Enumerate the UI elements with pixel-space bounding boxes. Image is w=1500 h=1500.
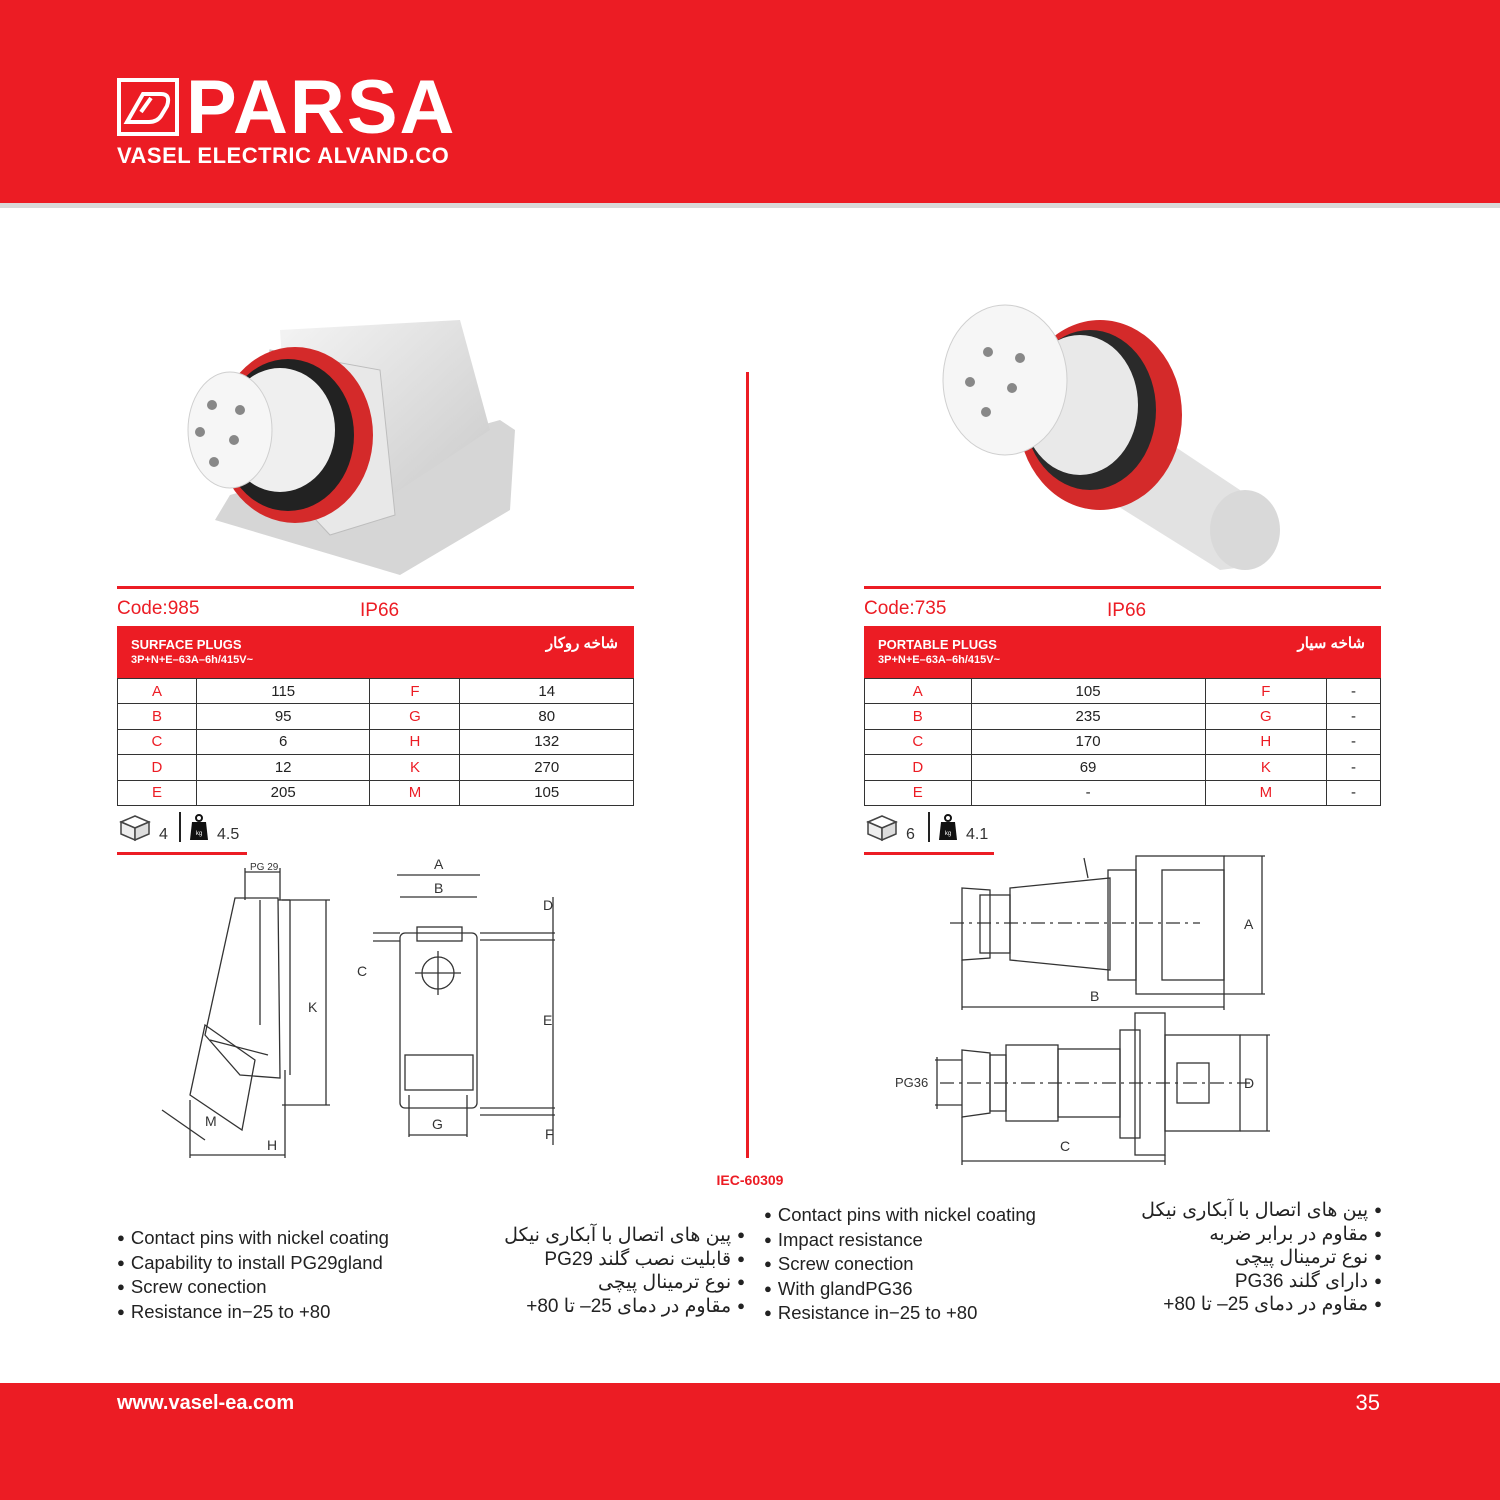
label-e: E	[543, 1012, 553, 1028]
list-item: ● Impact resistance	[764, 1229, 1036, 1254]
dim-value: 115	[196, 679, 370, 704]
svg-text:kg: kg	[944, 831, 952, 837]
website-link[interactable]: www.vasel-ea.com	[117, 1392, 295, 1414]
right-weight: 4.1	[966, 826, 989, 843]
right-rating: 3P+N+E–63A–6h/415V~	[878, 654, 1001, 666]
label-k: K	[308, 999, 318, 1015]
right-box-qty: 6	[906, 826, 915, 843]
list-item: ● نوع ترمینال پیچی	[455, 1272, 745, 1296]
dim-label: E	[118, 780, 197, 805]
left-table-header	[117, 626, 634, 678]
dim-value: 170	[971, 729, 1205, 754]
dim-label: A	[118, 679, 197, 704]
dim-value: 12	[196, 755, 370, 780]
dim-label: B	[865, 704, 972, 729]
left-features-fa	[455, 1225, 745, 1319]
right-table-header	[864, 626, 1381, 678]
dim-label: F	[1205, 679, 1326, 704]
list-item: ● Resistance in−25 to +80	[764, 1302, 1036, 1327]
dim-value: 6	[196, 729, 370, 754]
portable-plug-top-drawing	[950, 850, 1270, 1015]
list-item: ● پین های اتصال با آبکاری نیکل	[455, 1225, 745, 1249]
page-number: 35	[1355, 1390, 1380, 1415]
standard-label: IEC-60309	[716, 1172, 784, 1188]
dim-label: D	[865, 755, 972, 780]
dim-label: G	[370, 704, 460, 729]
dim-value: -	[1327, 679, 1381, 704]
left-box-qty: 4	[159, 826, 168, 843]
label-b: B	[434, 880, 444, 896]
right-packaging-info	[864, 816, 1004, 846]
dim-label: K	[1205, 755, 1326, 780]
label-g: G	[432, 1116, 443, 1132]
list-item: ● With glandPG36	[764, 1278, 1036, 1303]
dim-value: 95	[196, 704, 370, 729]
dim-value: 14	[460, 679, 634, 704]
center-divider	[746, 372, 749, 1158]
label-c: C	[357, 963, 368, 979]
list-item: ● نوع ترمینال پیچی	[1090, 1247, 1382, 1271]
label-d: D	[1244, 1075, 1255, 1091]
label-c: C	[1060, 1138, 1071, 1154]
table-row	[118, 755, 634, 780]
dim-value: 270	[460, 755, 634, 780]
list-item: ● دارای گلند PG36	[1090, 1271, 1382, 1295]
company-name: VASEL ELECTRIC ALVAND.CO	[117, 143, 450, 168]
dim-value: -	[1327, 755, 1381, 780]
right-features-fa	[1090, 1200, 1382, 1318]
left-ip-rating: IP66	[360, 600, 400, 621]
table-row	[865, 679, 1381, 704]
dim-label: F	[370, 679, 460, 704]
list-item: ● Contact pins with nickel coating	[764, 1204, 1036, 1229]
table-row	[865, 729, 1381, 754]
label-pg36: PG36	[895, 1075, 929, 1090]
surface-plug-photo	[170, 310, 530, 585]
dim-value: -	[1327, 729, 1381, 754]
surface-plug-front-drawing	[355, 855, 570, 1150]
left-dimension-table	[117, 678, 634, 806]
dim-label: C	[865, 729, 972, 754]
table-row	[118, 780, 634, 805]
dim-value: 205	[196, 780, 370, 805]
portable-plug-section-drawing	[890, 1005, 1270, 1170]
list-item: ● قابلیت نصب گلند PG29	[455, 1249, 745, 1273]
label-m: M	[205, 1113, 217, 1129]
dim-value: 69	[971, 755, 1205, 780]
table-row	[118, 704, 634, 729]
dim-value: 105	[971, 679, 1205, 704]
label-h: H	[267, 1137, 278, 1153]
table-row	[865, 704, 1381, 729]
left-product-code: Code:985	[117, 598, 200, 619]
dim-value: 105	[460, 780, 634, 805]
table-row	[865, 780, 1381, 805]
label-d: D	[543, 897, 554, 913]
dim-label: C	[118, 729, 197, 754]
dim-label: B	[118, 704, 197, 729]
right-ip-rating: IP66	[1107, 600, 1147, 621]
left-top-rule	[117, 586, 634, 589]
right-features-en	[764, 1204, 1036, 1327]
label-a: A	[434, 856, 444, 872]
list-item: ● Screw conection	[117, 1276, 389, 1301]
dim-label: A	[865, 679, 972, 704]
list-item: ● Resistance in−25 to +80	[117, 1301, 389, 1326]
table-row	[118, 679, 634, 704]
dim-label: M	[370, 780, 460, 805]
brand-name: PARSA	[186, 65, 457, 150]
meta-separator	[179, 812, 181, 842]
list-item: ● پین های اتصال با آبکاری نیکل	[1090, 1200, 1382, 1224]
weight-icon	[938, 814, 958, 842]
left-packaging-info	[117, 816, 257, 846]
label-a: A	[1244, 916, 1254, 932]
left-product-type: SURFACE PLUGS	[131, 637, 242, 652]
label-f: F	[545, 1126, 554, 1142]
dim-value: -	[1327, 704, 1381, 729]
left-features-en	[117, 1227, 389, 1325]
portable-plug-photo	[940, 300, 1290, 580]
header-shadow	[0, 203, 1500, 208]
box-icon	[864, 814, 900, 842]
dim-value: -	[971, 780, 1205, 805]
weight-icon	[189, 814, 209, 842]
svg-text:kg: kg	[195, 831, 203, 837]
right-product-type: PORTABLE PLUGS	[878, 637, 997, 652]
list-item: ● Contact pins with nickel coating	[117, 1227, 389, 1252]
left-meta-rule	[117, 852, 247, 855]
right-product-type-fa: شاخه سیار	[1297, 635, 1365, 652]
dim-value: -	[1327, 780, 1381, 805]
label-pg29: PG 29	[250, 862, 279, 873]
table-row	[118, 729, 634, 754]
dim-label: H	[1205, 729, 1326, 754]
table-row	[865, 755, 1381, 780]
left-product-type-fa: شاخه روکار	[545, 635, 618, 652]
dim-label: E	[865, 780, 972, 805]
box-icon	[117, 814, 153, 842]
dim-value: 80	[460, 704, 634, 729]
left-weight: 4.5	[217, 826, 240, 843]
dim-value: 235	[971, 704, 1205, 729]
dim-label: M	[1205, 780, 1326, 805]
right-top-rule	[864, 586, 1381, 589]
list-item: ● Capability to install PG29gland	[117, 1252, 389, 1277]
label-b: B	[1090, 988, 1100, 1004]
dim-label: D	[118, 755, 197, 780]
list-item: ● Screw conection	[764, 1253, 1036, 1278]
list-item: ● مقاوم در دمای 25– تا 80+	[1090, 1294, 1382, 1318]
meta-separator	[928, 812, 930, 842]
dim-label: H	[370, 729, 460, 754]
parsa-logo-icon	[117, 78, 179, 136]
right-dimension-table	[864, 678, 1381, 806]
list-item: ● مقاوم در برابر ضربه	[1090, 1224, 1382, 1248]
right-product-code: Code:735	[864, 598, 947, 619]
list-item: ● مقاوم در دمای 25– تا 80+	[455, 1296, 745, 1320]
dim-label: G	[1205, 704, 1326, 729]
left-rating: 3P+N+E–63A–6h/415V~	[131, 654, 254, 666]
surface-plug-side-drawing	[150, 860, 350, 1160]
dim-value: 132	[460, 729, 634, 754]
dim-label: K	[370, 755, 460, 780]
